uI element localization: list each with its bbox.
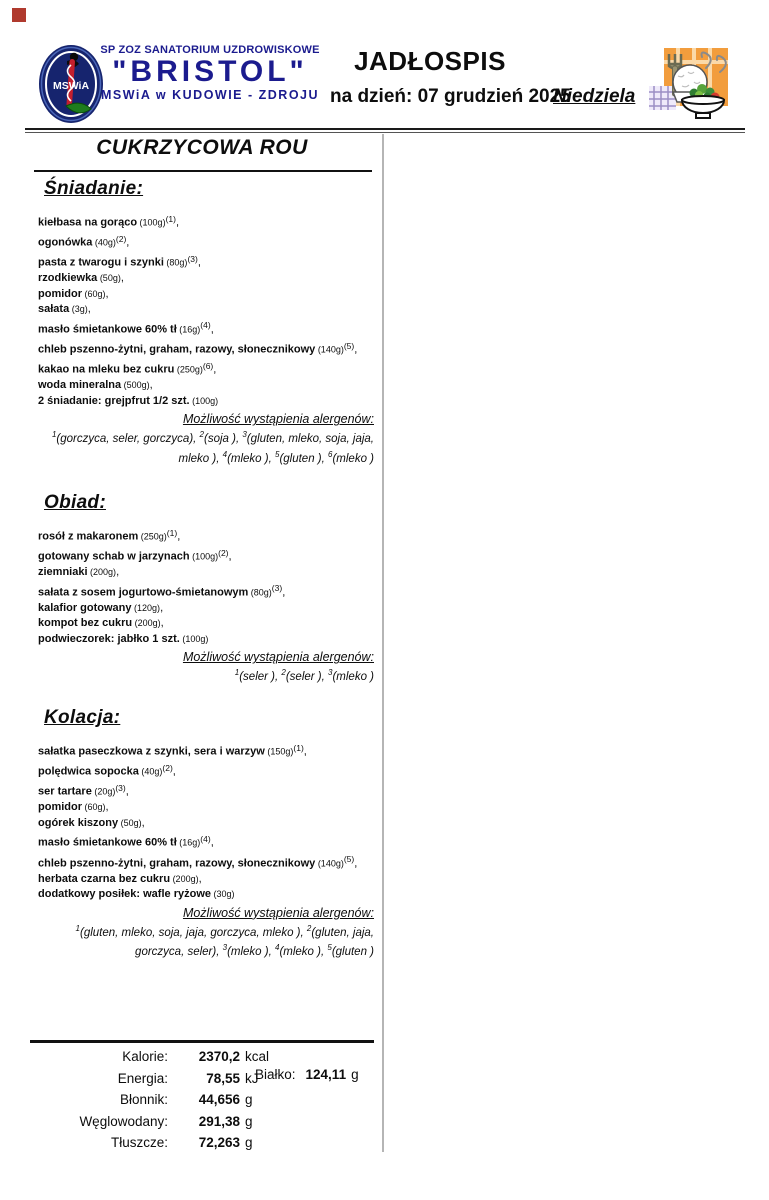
menu-item-portion: (3g)	[69, 304, 88, 315]
nutrition-unit: g	[245, 1113, 253, 1129]
menu-item-separator: ,	[228, 550, 232, 563]
meal-section-sniadanie	[30, 178, 374, 467]
menu-item-portion: (120g)	[131, 602, 161, 613]
nutrition-value: 124,11	[305, 1067, 347, 1082]
allergen-text: (mleko )	[332, 453, 374, 466]
allergen-text: (gluten, jaja, gorczyca, seler),	[135, 926, 374, 959]
menu-item-name: chleb pszenno-żytni, graham, razowy, słonecznikowy	[38, 343, 316, 356]
menu-item-allergen-ref: (3)	[187, 253, 198, 264]
menu-item-portion: (20g)	[91, 786, 116, 797]
meal-item-list	[38, 525, 374, 647]
menu-item-portion: (200g)	[132, 618, 161, 629]
menu-item-separator: ,	[213, 363, 217, 376]
page-title: JADŁOSPIS	[354, 46, 506, 76]
menu-item-name: masło śmietankowe 60% tł	[38, 323, 177, 336]
allergen-ref-number: 1	[51, 430, 57, 440]
menu-item-portion: (50g)	[97, 273, 121, 284]
menu-item	[38, 338, 374, 358]
menu-item-portion: (200g)	[87, 567, 117, 578]
allergen-text: (gorczyca, seler, gorczyca),	[56, 433, 200, 446]
menu-item-separator: ,	[282, 586, 286, 599]
header-divider-line	[25, 128, 745, 133]
menu-item-portion: (500g)	[121, 380, 150, 391]
institution-block	[100, 44, 320, 102]
menu-item	[38, 852, 374, 872]
menu-item-name: kalafior gotowany	[38, 601, 132, 614]
nutrition-unit: kJ	[245, 1070, 259, 1086]
menu-item-name: rzodkiewka	[38, 272, 98, 285]
allergen-ref-number: 2	[199, 430, 204, 440]
menu-item	[38, 816, 374, 832]
menu-item-allergen-ref: (4)	[200, 833, 211, 844]
food-clipart-icon	[648, 46, 736, 126]
menu-item-allergen-ref: (2)	[115, 233, 127, 244]
nutrition-unit: g	[351, 1067, 359, 1082]
nutrition-value: 44,656	[198, 1092, 240, 1107]
menu-item-name: sałata z sosem jogurtowo-śmietanowym	[38, 586, 249, 599]
menu-item-separator: ,	[172, 765, 176, 778]
menu-item-portion: (150g)	[264, 746, 294, 757]
menu-item	[38, 378, 374, 394]
menu-item-separator: ,	[198, 872, 202, 885]
mswia-emblem-logo	[38, 44, 104, 124]
allergen-entry	[199, 430, 243, 446]
menu-item-allergen-ref: (2)	[162, 762, 173, 773]
allergen-entry	[75, 923, 307, 939]
nutrition-label: Energia:	[117, 1070, 168, 1086]
menu-item	[38, 601, 374, 617]
menu-item	[38, 632, 374, 648]
menu-item-name: kiełbasa na gorąco	[38, 216, 138, 229]
menu-item	[38, 831, 374, 851]
meal-item-list	[38, 740, 374, 903]
allergen-note-heading: Możliwość wystąpienia alergenów:	[182, 650, 374, 665]
menu-item-allergen-ref: (1)	[166, 527, 178, 538]
allergen-entry	[222, 450, 275, 466]
menu-item-allergen-ref: (6)	[202, 360, 214, 371]
allergen-entry	[274, 943, 328, 959]
menu-item	[38, 318, 374, 338]
allergen-ref-number: 3	[222, 943, 228, 953]
allergen-ref-number: 4	[274, 943, 280, 953]
allergen-ref-number: 4	[222, 450, 228, 460]
menu-item-name: kompot bez cukru	[38, 617, 133, 630]
menu-item-portion: (60g)	[82, 288, 106, 299]
allergen-entry	[328, 668, 374, 684]
allergen-ref-number: 2	[281, 668, 286, 678]
nutrition-value: 2370,2	[198, 1049, 240, 1064]
allergen-ref-number: 6	[328, 450, 333, 460]
nutrition-unit: g	[245, 1135, 253, 1150]
nutrition-divider-line	[30, 1040, 374, 1043]
menu-item-separator: ,	[87, 303, 91, 316]
menu-item	[38, 872, 374, 888]
allergen-text: (gluten ),	[279, 453, 329, 466]
allergen-entry	[222, 943, 275, 959]
allergen-entry	[328, 450, 374, 466]
allergen-entry	[274, 450, 329, 466]
menu-item	[38, 231, 374, 251]
menu-item-name: pomidor	[38, 801, 82, 814]
allergen-text: (gluten, mleko, soja, jaja, gorczyca, mleko ),	[79, 926, 307, 939]
menu-item-allergen-ref: (1)	[293, 742, 304, 753]
allergen-ref-number: 3	[328, 668, 333, 678]
menu-item	[38, 211, 374, 231]
allergen-text: (mleko )	[332, 671, 374, 684]
emblem-text: MSWiA	[52, 80, 90, 92]
menu-item-portion: (100g)	[189, 551, 219, 562]
menu-item-separator: ,	[210, 323, 214, 336]
nutrition-protein-row	[255, 1067, 359, 1082]
allergen-entry	[327, 943, 374, 959]
menu-item	[38, 740, 374, 760]
allergen-ref-number: 1	[75, 923, 80, 933]
menu-item-separator: ,	[141, 816, 145, 829]
menu-item-portion: (50g)	[118, 817, 142, 828]
nutrition-row	[30, 1046, 374, 1068]
meal-section-kolacja	[30, 707, 374, 960]
menu-item-separator: ,	[354, 343, 358, 356]
menu-item-name: ser tartare	[38, 785, 92, 798]
nutrition-label: Kalorie:	[122, 1049, 168, 1064]
menu-item-name: woda mineralna	[38, 379, 122, 392]
menu-item-separator: ,	[354, 857, 358, 870]
menu-item-name: masło śmietankowe 60% tł	[38, 837, 177, 850]
menu-item	[38, 760, 374, 780]
meal-heading: Śniadanie:	[44, 178, 144, 199]
menu-item-separator: ,	[105, 801, 109, 814]
menu-item-separator: ,	[160, 601, 164, 614]
allergen-entry	[281, 668, 329, 684]
allergen-ref-number: 5	[274, 450, 280, 460]
column-divider-line	[382, 134, 384, 1152]
red-placeholder-square	[12, 8, 26, 22]
menu-item-allergen-ref: (1)	[165, 213, 176, 224]
institution-line1: SP ZOZ SANATORIUM UZDROWISKOWE	[100, 44, 320, 56]
menu-item-portion: (60g)	[82, 802, 106, 813]
meal-heading: Obiad:	[44, 492, 106, 513]
meal-section-obiad	[30, 492, 374, 685]
allergen-entry	[234, 668, 282, 684]
menu-item-name: pomidor	[38, 287, 82, 300]
menu-item-name: ogórek kiszony	[38, 816, 119, 829]
institution-name: "BRISTOL"	[112, 55, 308, 88]
allergen-text: (gluten )	[331, 946, 374, 959]
allergen-list	[30, 427, 374, 467]
menu-item-separator: ,	[149, 379, 153, 392]
menu-item	[38, 545, 374, 565]
menu-item-name: 2 śniadanie: grejpfrut 1/2 szt.	[38, 394, 190, 407]
menu-item-name: sałata	[38, 303, 70, 316]
menu-item-name: pasta z twarogu i szynki	[38, 256, 164, 269]
allergen-ref-number: 3	[242, 430, 247, 440]
menu-item-name: chleb pszenno-żytni, graham, razowy, słonecznikowy	[38, 857, 316, 870]
allergen-text: (soja ),	[204, 433, 243, 446]
nutrition-unit: kcal	[245, 1049, 270, 1064]
menu-item	[38, 780, 374, 800]
menu-item-name: sałatka paseczkowa z szynki, sera i warzyw	[38, 745, 265, 758]
menu-day: Niedziela	[553, 86, 636, 107]
menu-item	[38, 887, 374, 903]
allergen-ref-number: 2	[306, 923, 312, 933]
menu-item	[38, 394, 374, 410]
nutrition-row	[30, 1132, 374, 1154]
menu-item-portion: (100g)	[189, 395, 219, 406]
menu-item-portion: (80g)	[163, 257, 188, 268]
menu-item	[38, 565, 374, 581]
menu-item	[38, 251, 374, 271]
nutrition-value: 291,38	[198, 1113, 240, 1129]
menu-item	[38, 271, 374, 287]
meal-heading: Kolacja:	[44, 707, 121, 728]
menu-column	[30, 134, 374, 1184]
menu-item-separator: ,	[303, 745, 307, 758]
menu-item-allergen-ref: (2)	[218, 547, 229, 558]
menu-item-name: ziemniaki	[38, 566, 88, 579]
allergen-note-heading: Możliwość wystąpienia alergenów:	[182, 412, 374, 427]
nutrition-value: 78,55	[206, 1070, 240, 1086]
nutrition-row	[30, 1089, 374, 1111]
menu-item-separator: ,	[120, 272, 124, 285]
menu-item	[38, 581, 374, 601]
nutrition-label: Białko:	[255, 1067, 296, 1082]
menu-item-name: polędwica sopocka	[38, 765, 139, 778]
menu-item-separator: ,	[125, 785, 129, 798]
meal-item-list	[38, 211, 374, 409]
menu-item-separator: ,	[210, 837, 214, 850]
menu-item	[38, 287, 374, 303]
menu-item-portion: (250g)	[138, 531, 167, 542]
menu-item-name: herbata czarna bez cukru	[38, 872, 171, 885]
menu-item-allergen-ref: (5)	[343, 854, 355, 865]
allergen-ref-number: 1	[234, 668, 240, 678]
allergen-text: (seler ),	[285, 671, 329, 684]
menu-item-name: podwieczorek: jabłko 1 szt.	[38, 632, 180, 645]
menu-item-portion: (140g)	[315, 858, 344, 869]
allergen-list	[30, 665, 374, 685]
menu-item-portion: (40g)	[92, 237, 116, 248]
allergen-text: (mleko ),	[227, 946, 275, 959]
allergen-text: (gluten, mleko, soja, jaja, mleko ),	[178, 433, 374, 466]
menu-item-name: ogonówka	[38, 236, 93, 249]
menu-item	[38, 800, 374, 816]
nutrition-label: Tłuszcze:	[110, 1135, 168, 1150]
menu-item-separator: ,	[105, 287, 109, 300]
menu-item-portion: (100g)	[137, 217, 166, 228]
menu-item-name: rosół z makaronem	[38, 530, 139, 543]
menu-item-portion: (200g)	[170, 873, 199, 884]
menu-item-separator: ,	[175, 216, 180, 229]
nutrition-row	[30, 1111, 374, 1133]
menu-item-name: gotowany schab w jarzynach	[38, 550, 190, 563]
menu-item-portion: (140g)	[315, 344, 344, 355]
allergen-text: (mleko ),	[279, 946, 328, 959]
allergen-ref-number: 5	[327, 943, 332, 953]
menu-date: na dzień: 07 grudzień 2025	[330, 86, 571, 107]
menu-item-allergen-ref: (5)	[343, 340, 355, 351]
diet-divider-line	[34, 170, 372, 172]
menu-item-separator: ,	[177, 530, 181, 543]
menu-item	[38, 525, 374, 545]
menu-item-name: kakao na mleku bez cukru	[38, 363, 175, 376]
menu-item-portion: (80g)	[248, 587, 272, 598]
nutrition-label: Węglowodany:	[79, 1113, 168, 1129]
nutrition-value: 72,263	[198, 1135, 240, 1150]
allergen-text: (mleko ),	[227, 453, 275, 466]
allergen-note-heading: Możliwość wystąpienia alergenów:	[182, 905, 374, 920]
menu-item-portion: (16g)	[176, 838, 201, 849]
menu-item-separator: ,	[160, 617, 164, 630]
menu-item-separator: ,	[126, 236, 130, 249]
menu-item	[38, 358, 374, 378]
menu-item-portion: (30g)	[211, 889, 235, 900]
nutrition-summary	[30, 1046, 374, 1154]
menu-item-allergen-ref: (4)	[200, 320, 211, 331]
allergen-list	[30, 921, 374, 961]
menu-item-portion: (250g)	[174, 364, 203, 375]
menu-item-name: dodatkowy posiłek: wafle ryżowe	[38, 888, 211, 901]
menu-item	[38, 302, 374, 318]
allergen-text: (seler ),	[239, 671, 282, 684]
menu-item-allergen-ref: (3)	[115, 782, 126, 793]
menu-item-separator: ,	[197, 256, 201, 269]
menu-item-separator: ,	[116, 566, 120, 579]
nutrition-label: Błonnik:	[119, 1092, 168, 1107]
menu-item-allergen-ref: (3)	[271, 583, 283, 594]
diet-name: CUKRZYCOWA ROU	[96, 136, 308, 159]
menu-item-portion: (100g)	[179, 633, 209, 644]
allergen-entry	[51, 430, 200, 446]
menu-item	[38, 616, 374, 632]
menu-item-portion: (16g)	[176, 324, 201, 335]
nutrition-unit: g	[245, 1092, 253, 1107]
menu-item-portion: (40g)	[138, 766, 163, 777]
institution-line2: MSWiA w KUDOWIE - ZDROJU	[100, 88, 320, 102]
